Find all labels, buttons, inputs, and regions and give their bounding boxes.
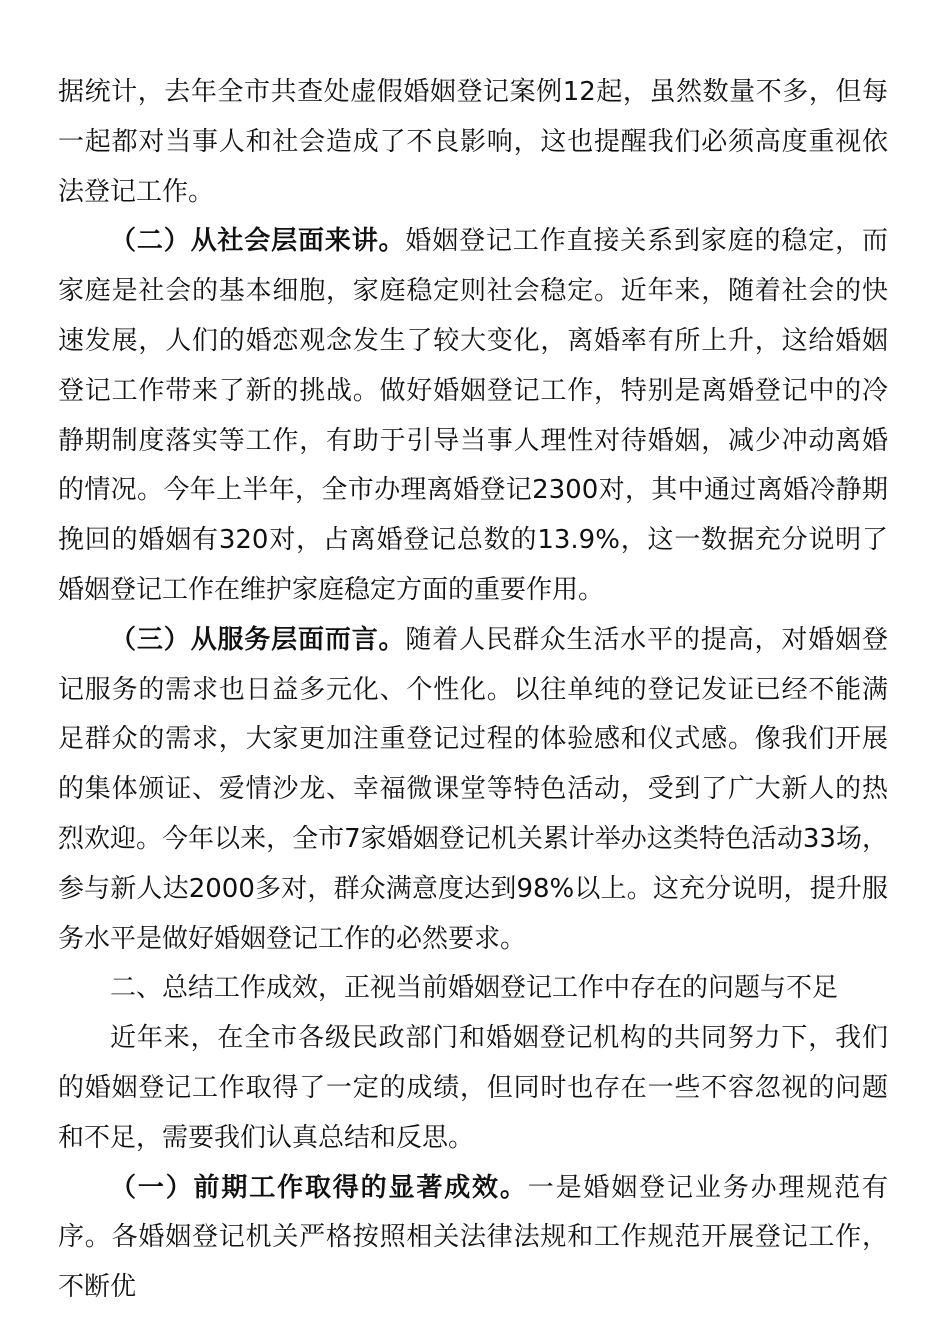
paragraph-2-text: 婚姻登记工作直接关系到家庭的稳定，而家庭是社会的基本细胞，家庭稳定则社会稳定。近年来，随着社会的快速发展，人们的婚恋观念发生了较大变化，离婚率有所上升，这给婚姻登记工作带来了新的挑战。做好婚姻登记工作，特别是离婚登记中的冷静期制度落实等工作，有助于引导当事人理性对待婚姻，减少冲动离婚的情况。今年上半年，全市办理离婚登记2300对，其中通过离婚冷静期挽回的婚姻有320对，占离婚登记总数的13.9%，这一数据充分说明了婚姻登记工作在维护家庭稳定方面的重要作用。 — [58, 226, 888, 605]
paragraph-2-heading: （二）从社会层面来讲。 — [110, 226, 406, 257]
paragraph-5 — [58, 1014, 888, 1163]
paragraph-6-text: 一是婚姻登记业务办理规范有序。各婚姻登记机关严格按照相关法律法规和工作规范开展登记工作，不断优 — [58, 1172, 888, 1303]
paragraph-5-text: 近年来，在全市各级民政部门和婚姻登记机构的共同努力下，我们的婚姻登记工作取得了一定的成绩，但同时也存在一些不容忽视的问题和不足，需要我们认真总结和反思。 — [58, 1023, 888, 1153]
paragraph-3-text: 随着人民群众生活水平的提高，对婚姻登记服务的需求也日益多元化、个性化。以往单纯的登记发证已经不能满足群众的需求，大家更加注重登记过程的体验感和仪式感。像我们开展的集体颁证、爱情沙龙、幸福微课堂等特色活动，受到了广大新人的热烈欢迎。今年以来，全市7家婚姻登记机关累计举办这类特色活动33场，参与新人达2000多对，群众满意度达到98%以上。这充分说明，提升服务水平是做好婚姻登记工作的必然要求。 — [58, 624, 888, 954]
paragraph-3 — [58, 616, 888, 965]
document-page — [58, 68, 888, 1313]
paragraph-6-heading: （一）前期工作取得的显著成效。 — [110, 1172, 528, 1203]
paragraph-1-text: 据统计，去年全市共查处虚假婚姻登记案例12起，虽然数量不多，但每一起都对当事人和社会造成了不良影响，这也提醒我们必须高度重视依法登记工作。 — [58, 77, 888, 207]
paragraph-1 — [58, 68, 888, 217]
paragraph-3-heading: （三）从服务层面而言。 — [110, 624, 406, 655]
section-heading — [58, 964, 888, 1014]
paragraph-2 — [58, 217, 888, 615]
paragraph-6 — [58, 1164, 888, 1313]
section-heading-text: 二、总结工作成效，正视当前婚姻登记工作中存在的问题与不足 — [110, 973, 839, 1004]
